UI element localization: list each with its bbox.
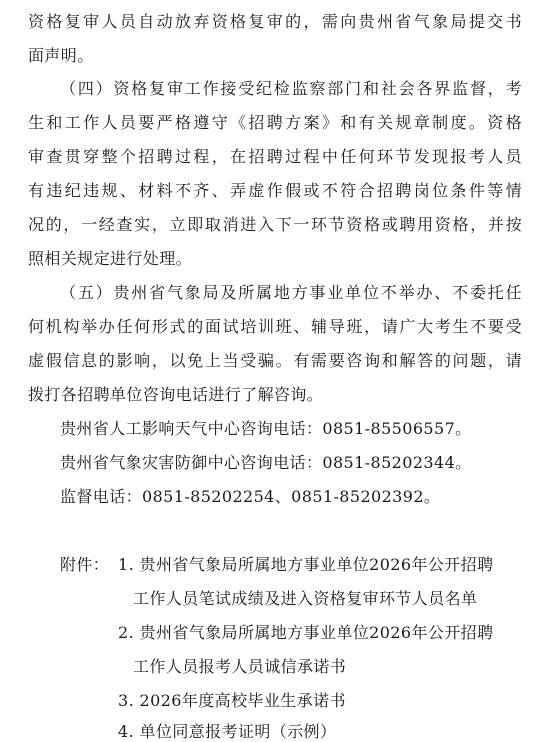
body-line: 有违纪违规、材料不齐、弄虚作假或不符合招聘岗位条件等情 bbox=[28, 181, 522, 200]
attachment-item-continued: 工作人员报考人员诚信承诺书 bbox=[133, 657, 347, 676]
attachment-item: 2. 贵州省气象局所属地方事业单位2026年公开招聘 bbox=[118, 623, 494, 642]
body-line: 况的，一经查实，立即取消进入下一环节资格或聘用资格，并按 bbox=[28, 215, 522, 234]
body-line: 拨打各招聘单位咨询电话进行了解咨询。 bbox=[28, 385, 324, 404]
body-line: 生和工作人员要严格遵守《招聘方案》和有关规章制度。资格 bbox=[28, 113, 522, 132]
paragraph-four-first-line: （四）资格复审工作接受纪检监察部门和社会各界监督，考 bbox=[60, 79, 522, 98]
body-line: 面声明。 bbox=[28, 46, 94, 65]
body-line: 虚假信息的影响，以免上当受骗。有需要咨询和解答的问题，请 bbox=[28, 351, 522, 370]
body-line: 何机构举办任何形式的面试培训班、辅导班，请广大考生不要受 bbox=[28, 317, 522, 336]
paragraph-five-first-line: （五）贵州省气象局及所属地方事业单位不举办、不委托任 bbox=[60, 283, 522, 302]
attachments-label: 附件： bbox=[60, 555, 110, 574]
attachment-item: 4. 单位同意报考证明（示例） bbox=[118, 722, 337, 741]
body-line: 照相关规定进行处理。 bbox=[28, 249, 193, 268]
attachment-item: 3. 2026年度高校毕业生承诺书 bbox=[118, 691, 346, 710]
body-line: 审查贯穿整个招聘过程，在招聘过程中任何环节发现报考人员 bbox=[28, 147, 522, 166]
attachment-item-continued: 工作人员笔试成绩及进入资格复审环节人员名单 bbox=[133, 589, 478, 608]
contact-line: 贵州省人工影响天气中心咨询电话：0851-85506557。 bbox=[60, 419, 472, 438]
supervision-phone-line: 监督电话：0851-85202254、0851-85202392。 bbox=[60, 487, 441, 506]
body-line: 资格复审人员自动放弃资格复审的，需向贵州省气象局提交书 bbox=[28, 12, 522, 31]
contact-line: 贵州省气象灾害防御中心咨询电话：0851-85202344。 bbox=[60, 453, 472, 472]
attachment-item: 1. 贵州省气象局所属地方事业单位2026年公开招聘 bbox=[118, 555, 494, 574]
